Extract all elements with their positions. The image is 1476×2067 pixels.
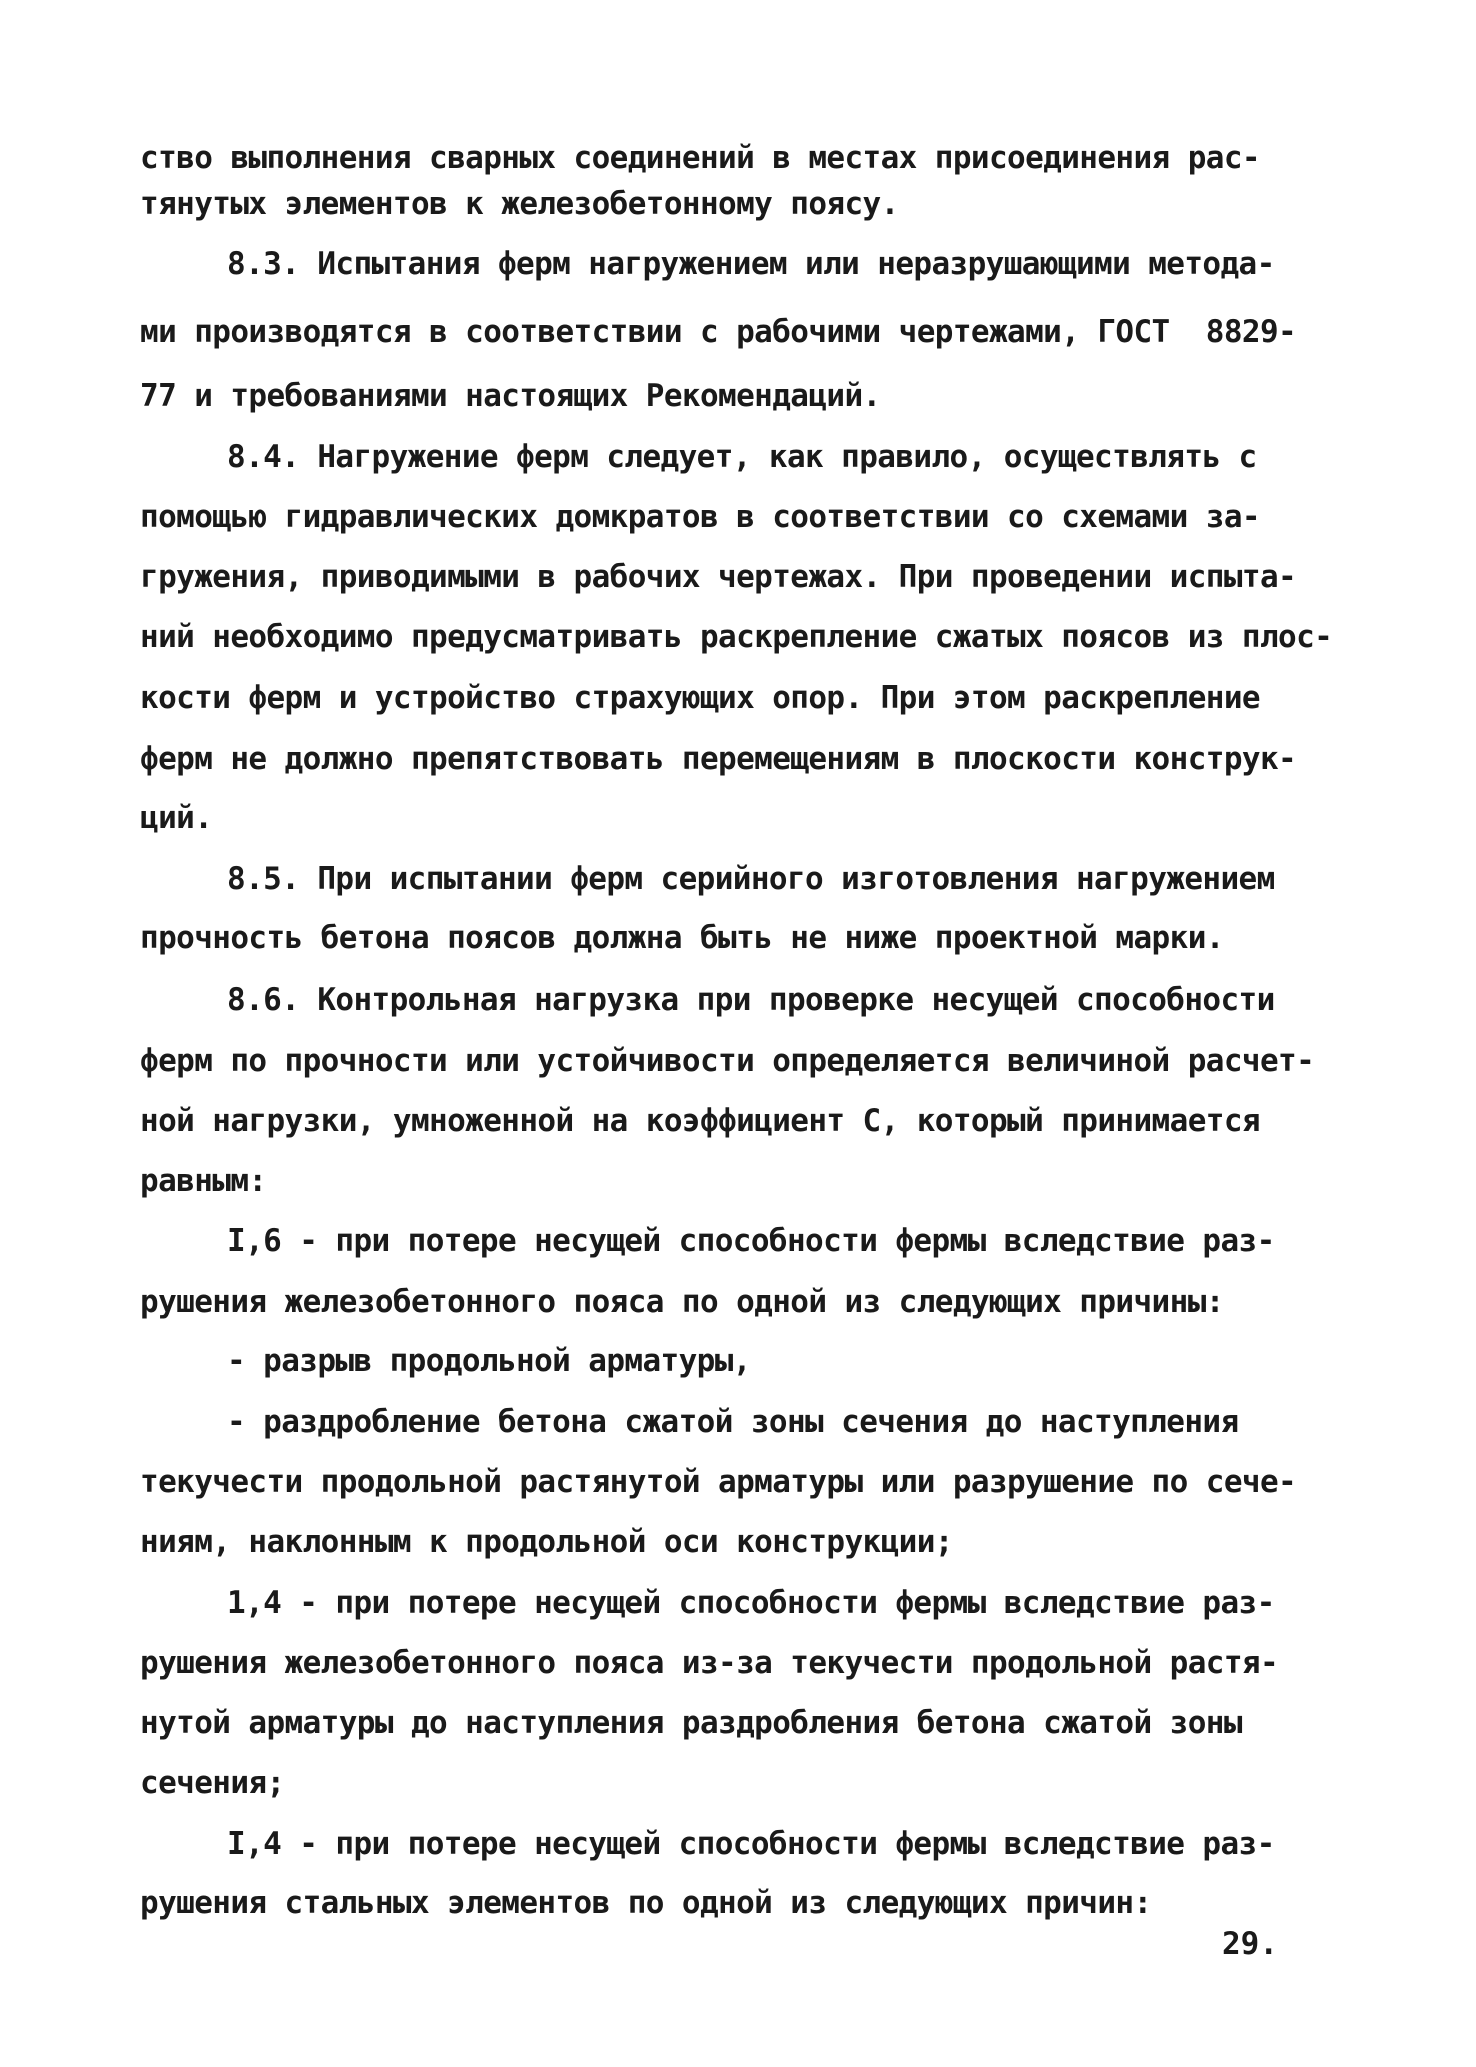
text-line: тянутых элементов к железобетонному поясу.: [140, 186, 899, 222]
text-line: 8.3. Испытания ферм нагружением или неразрушающими метода-: [227, 246, 1275, 282]
text-line: равным:: [140, 1163, 267, 1199]
text-line: гружения, приводимыми в рабочих чертежах. При проведении испыта-: [140, 559, 1297, 595]
text-line: ций.: [140, 800, 213, 836]
text-line: 8.5. При испытании ферм серийного изготовления нагружением: [227, 861, 1275, 897]
text-line: нутой арматуры до наступления раздробления бетона сжатой зоны: [140, 1705, 1242, 1741]
text-line: рушения железобетонного пояса по одной из следующих причины:: [140, 1284, 1224, 1320]
text-line: - разрыв продольной арматуры,: [227, 1343, 751, 1379]
text-line: - раздробление бетона сжатой зоны сечения до наступления: [227, 1404, 1239, 1440]
text-line: ферм по прочности или устойчивости определяется величиной расчет-: [140, 1043, 1315, 1079]
text-line: кости ферм и устройство страхующих опор. При этом раскрепление: [140, 680, 1260, 716]
text-line: прочность бетона поясов должна быть не ниже проектной марки.: [140, 920, 1224, 956]
page-number: 29.: [1222, 1926, 1278, 1962]
text-line: ной нагрузки, умноженной на коэффициент С, который принимается: [140, 1103, 1260, 1139]
text-line: сечения;: [140, 1765, 285, 1801]
text-line: I,6 - при потере несущей способности фермы вследствие раз-: [227, 1223, 1275, 1259]
text-line: 8.6. Контрольная нагрузка при проверке несущей способности: [227, 982, 1275, 1018]
text-line: ферм не должно препятствовать перемещениям в плоскости конструк-: [140, 741, 1297, 777]
text-line: ство выполнения сварных соединений в местах присоединения рас-: [140, 140, 1260, 176]
text-line: рушения железобетонного пояса из-за текучести продольной растя-: [140, 1645, 1279, 1681]
text-line: ми производятся в соответствии с рабочими чертежами, ГОСТ 8829-: [140, 314, 1297, 350]
text-line: помощью гидравлических домкратов в соответствии со схемами за-: [140, 499, 1260, 535]
text-line: 77 и требованиями настоящих Рекомендаций.: [140, 378, 881, 414]
text-line: ний необходимо предусматривать раскрепление сжатых поясов из плос-: [140, 619, 1333, 655]
text-line: рушения стальных элементов по одной из следующих причин:: [140, 1885, 1152, 1921]
text-line: I,4 - при потере несущей способности фермы вследствие раз-: [227, 1826, 1275, 1862]
text-line: текучести продольной растянутой арматуры или разрушение по сече-: [140, 1464, 1297, 1500]
text-line: 8.4. Нагружение ферм следует, как правило, осуществлять с: [227, 439, 1257, 475]
text-line: ниям, наклонным к продольной оси конструкции;: [140, 1524, 953, 1560]
text-line: 1,4 - при потере несущей способности фермы вследствие раз-: [227, 1585, 1275, 1621]
